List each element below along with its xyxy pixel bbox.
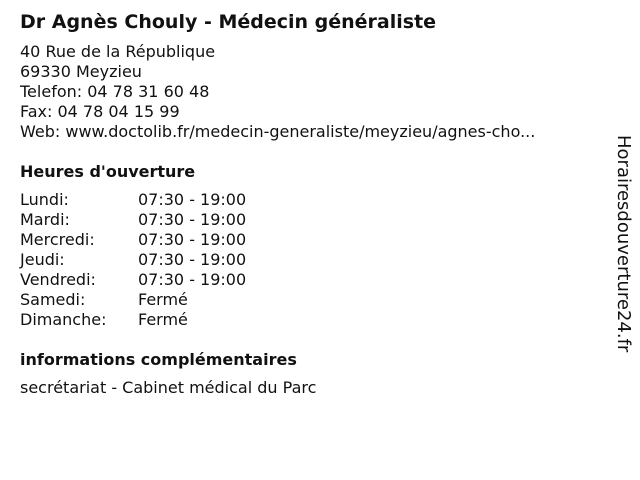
info-heading: informations complémentaires [20,350,297,369]
hours-row-saturday [20,290,600,310]
day-label: Mardi: [20,210,70,229]
hours-row-tuesday [20,210,600,230]
hours-heading: Heures d'ouverture [20,162,196,181]
website-link[interactable]: Web: www.doctolib.fr/medecin-generaliste/meyzieu/agnes-cho... [20,122,536,141]
time-value: 07:30 - 19:00 [138,250,247,269]
day-label: Lundi: [20,190,69,209]
hours-row-thursday [20,250,600,270]
day-label: Jeudi: [20,250,65,269]
time-value: Fermé [138,310,188,329]
contact-details [20,42,600,142]
info-text: secrétariat - Cabinet médical du Parc [20,378,317,397]
hours-row-monday [20,190,600,210]
street-address: 40 Rue de la République [20,42,216,61]
day-label: Dimanche: [20,310,107,329]
hours-row-sunday [20,310,600,330]
fax-number: Fax: 04 78 04 15 99 [20,102,180,121]
phone-number: Telefon: 04 78 31 60 48 [20,82,210,101]
time-value: 07:30 - 19:00 [138,210,247,229]
time-value: Fermé [138,290,188,309]
time-value: 07:30 - 19:00 [138,270,247,289]
day-label: Vendredi: [20,270,96,289]
city-address: 69330 Meyzieu [20,62,142,81]
day-label: Mercredi: [20,230,95,249]
site-watermark: Horairesdouverture24.fr [613,135,634,353]
page-title: Dr Agnès Chouly - Médecin généraliste [20,11,437,33]
hours-row-friday [20,270,600,290]
time-value: 07:30 - 19:00 [138,190,247,209]
time-value: 07:30 - 19:00 [138,230,247,249]
opening-hours-list [20,190,600,330]
hours-row-wednesday [20,230,600,250]
day-label: Samedi: [20,290,86,309]
doctor-card [20,10,600,398]
